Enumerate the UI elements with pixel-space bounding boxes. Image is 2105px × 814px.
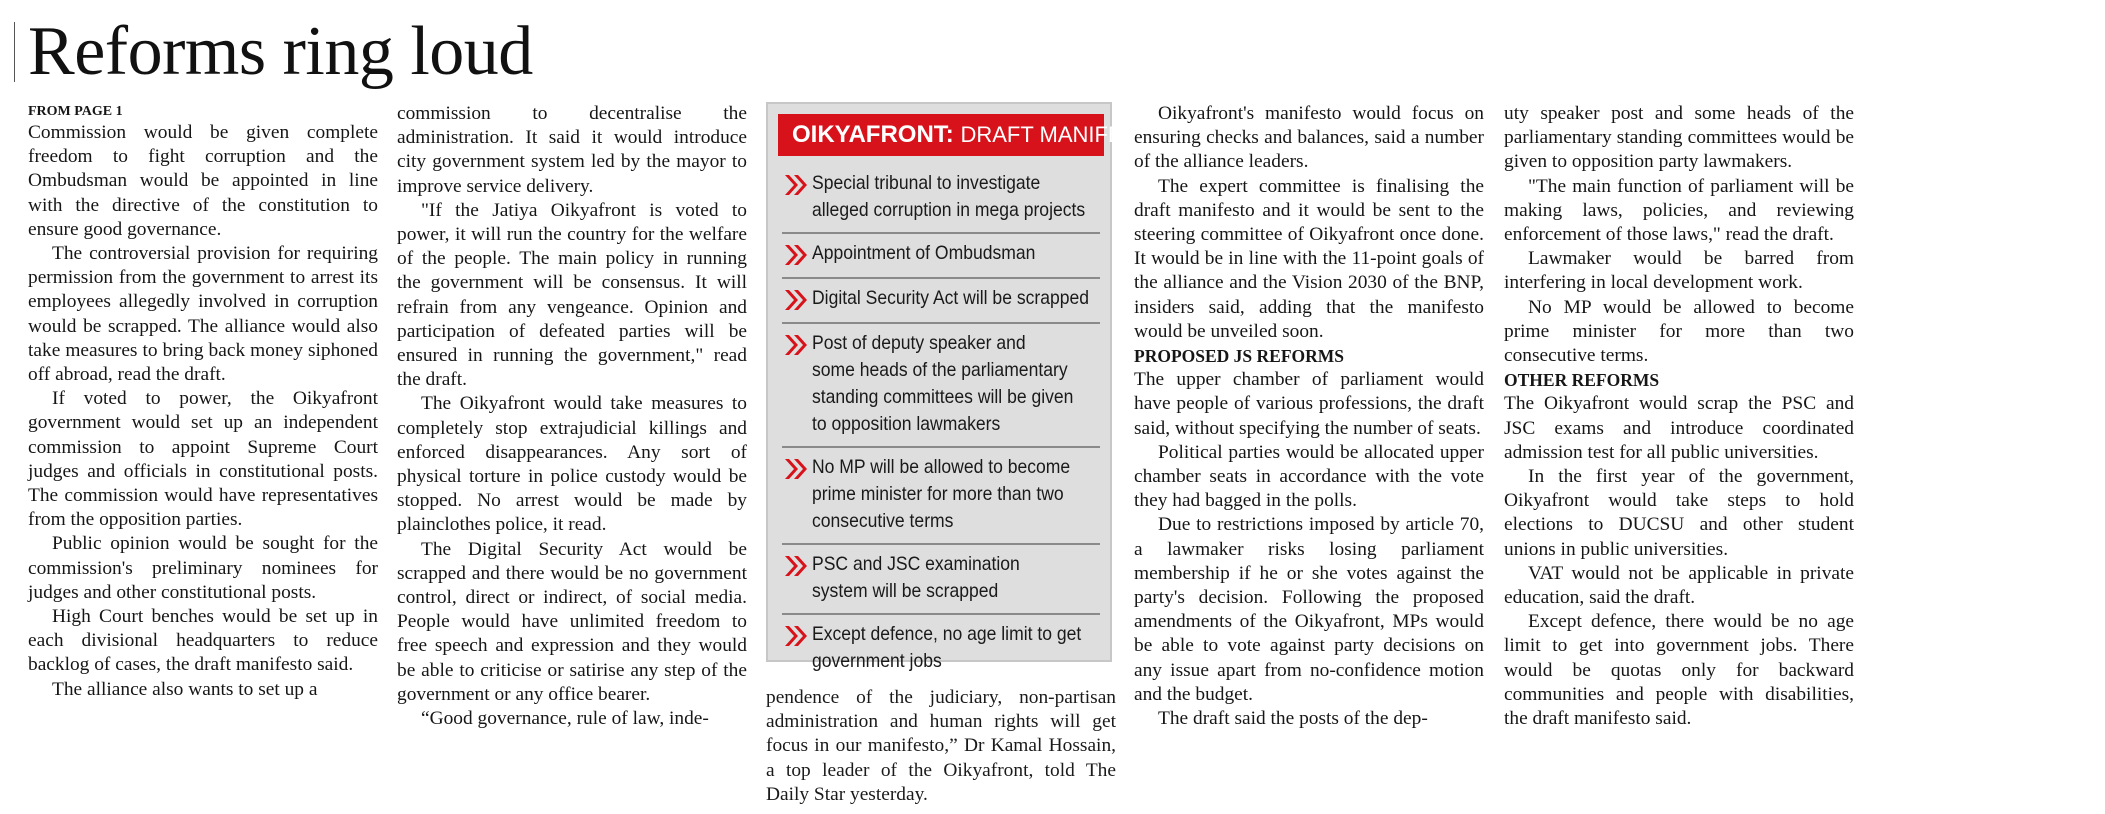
paragraph: "If the Jatiya Oikyafront is voted to power, it will run the country for the welfare of the people. The main policy in running the government will be consensus. It will refrain from any vengeance. Opinion and participation of defeated parties will be ensured in running the government," read the draft.	[397, 199, 747, 391]
manifesto-item	[782, 234, 1100, 279]
manifesto-item-line: Post of deputy speaker and	[812, 332, 1026, 354]
manifesto-item-line: alleged corruption in mega projects	[812, 199, 1086, 221]
double-chevron-icon	[782, 552, 812, 580]
paragraph: In the first year of the government, Oikyafront would take steps to hold elections to DUCSU and other student unions in public universities.	[1504, 466, 1854, 560]
panel-title-bold: OIKYAFRONT:	[792, 121, 954, 148]
paragraph: The draft said the posts of the dep-	[1158, 708, 1428, 730]
manifesto-item-text	[812, 330, 1073, 438]
manifesto-item-line: Appointment of Ombudsman	[812, 242, 1036, 264]
manifesto-item-text	[812, 621, 1081, 675]
paragraph: Oikyafront's manifesto would focus on ensuring checks and balances, said a number of the alliance leaders.	[1134, 103, 1484, 173]
column-2	[397, 102, 747, 808]
panel-title	[778, 114, 1168, 156]
manifesto-item-line: PSC and JSC examination	[812, 553, 1020, 575]
double-chevron-icon	[782, 286, 812, 314]
paragraph: "The main function of parliament will be making laws, policies, and reviewing enforcement of those laws," read the draft.	[1504, 175, 1854, 246]
paragraph: The alliance also wants to set up a	[52, 678, 318, 700]
paragraph: The Oikyafront would scrap the PSC and JSC exams and introduce coordinated admission test for all public universities.	[1504, 393, 1854, 463]
manifesto-item	[782, 164, 1100, 234]
paragraph: uty speaker post and some heads of the parliamentary standing committees would be given to opposition party lawmakers.	[1504, 103, 1854, 173]
paragraph: commission to decentralise the administration. It said it would introduce city government system led by the mayor to improve service delivery.	[397, 103, 747, 197]
manifesto-item	[782, 279, 1100, 324]
manifesto-item-line: consecutive terms	[812, 510, 954, 532]
paragraph: Commission would be given complete freedom to fight corruption and the Ombudsman would be appointed in line with the directive of the constitution to ensure good governance.	[28, 122, 378, 240]
paragraph: The expert committee is finalising the draft manifesto and it would be sent to the steering committee of Oikyafront once done. It would be in line with the 11-point goals of the alliance and the Vision 2030 of the BNP, insiders said, adding that the manifesto would be unveiled soon.	[1134, 175, 1484, 342]
manifesto-item-line: government jobs	[812, 650, 942, 672]
left-rule	[14, 22, 15, 82]
paragraph: The upper chamber of parliament would have people of various professions, the draft said, without specifying the number of seats.	[1134, 369, 1484, 439]
manifesto-item-text	[812, 551, 1071, 605]
paragraph: The controversial provision for requiring permission from the government to arrest its employees allegedly involved in corruption would be scrapped. The alliance would also take measures to bring back money siphoned off abroad, read the draft.	[28, 243, 378, 386]
manifesto-item-line: standing committees will be given	[812, 386, 1074, 408]
manifesto-item-line: to opposition lawmakers	[812, 413, 1001, 435]
manifesto-item-line: some heads of the parliamentary	[812, 359, 1068, 381]
panel-items	[782, 164, 1100, 683]
double-chevron-icon	[782, 241, 812, 269]
manifesto-item-text	[812, 170, 1085, 224]
paragraph: VAT would not be applicable in private education, said the draft.	[1504, 562, 1854, 609]
paragraph: Except defence, there would be no age limit to get into government jobs. There would be quotas only for backward communities and people with disabilities, the draft manifesto said.	[1504, 611, 1854, 730]
headline: Reforms ring loud	[28, 13, 533, 90]
paragraph: No MP would be allowed to become prime minister for more than two consecutive terms.	[1504, 296, 1854, 367]
column-3-bottom	[766, 686, 1116, 806]
manifesto-item-line: Digital Security Act will be scrapped	[812, 287, 1090, 309]
manifesto-item-text	[812, 240, 1071, 267]
manifesto-item-line: prime minister for more than two	[812, 483, 1064, 505]
paragraph: Public opinion would be sought for the commission's preliminary nominees for judges and other constitutional posts.	[28, 533, 378, 603]
paragraph: The Oikyafront would take measures to completely stop extrajudicial killings and enforced disappearances. Any sort of physical torture in police custody would be stopped. No arrest would be made by plainclothes police, it read.	[397, 393, 747, 536]
manifesto-item-line: system will be scrapped	[812, 580, 999, 602]
paragraph: Due to restrictions imposed by article 70, a lawmaker risks losing parliament membership if he or she votes against the party's decision. Following the proposed amendments of the Oikyafront, MPs would be able to vote against party decisions on any issue apart from no-confidence motion and the budget.	[1134, 514, 1484, 705]
double-chevron-icon	[782, 171, 812, 199]
manifesto-item-line: Special tribunal to investigate	[812, 172, 1041, 194]
paragraph: High Court benches would be set up in each divisional headquarters to reduce backlog of cases, the draft manifesto said.	[28, 606, 378, 676]
panel-title-light: DRAFT MANIFESTO	[960, 122, 1168, 147]
double-chevron-icon	[782, 622, 812, 650]
double-chevron-icon	[782, 455, 812, 483]
manifesto-item-line: No MP will be allowed to become	[812, 456, 1071, 478]
manifesto-item-text	[812, 454, 1071, 535]
column-5	[1504, 102, 1854, 808]
paragraph: Political parties would be allocated upper chamber seats in accordance with the vote they had bagged in the polls.	[1134, 441, 1484, 512]
manifesto-item	[782, 448, 1100, 545]
column-4	[1134, 102, 1484, 808]
paragraph: The Digital Security Act would be scrapped and there would be no government control, direct or indirect, of social media. People would have unlimited freedom to free speech and expression and they would be able to criticise or satirise any step of the government or any office bearer.	[397, 538, 747, 705]
manifesto-item	[782, 615, 1100, 683]
manifesto-panel	[766, 102, 1168, 672]
paragraph: If voted to power, the Oikyafront government would set up an independent commission to appoint Supreme Court judges and officials in constitutional posts. The commission would have representatives from the opposition parties.	[28, 388, 378, 531]
kicker: FROM PAGE 1	[28, 104, 123, 119]
manifesto-item-text	[812, 285, 1089, 312]
paragraph: pendence of the judiciary, non-partisan administration and human rights will get focus in our manifesto,” Dr Kamal Hossain, a top leader of the Oikyafront, told The Daily Star yesterday.	[766, 687, 1116, 805]
manifesto-item	[782, 324, 1100, 448]
paragraph: “Good governance, rule of law, inde-	[421, 708, 709, 730]
column-1	[28, 102, 378, 808]
manifesto-item-line: Except defence, no age limit to get	[812, 623, 1082, 645]
double-chevron-icon	[782, 331, 812, 359]
subhead-js-reforms: PROPOSED JS REFORMS	[1134, 346, 1345, 367]
subhead-other-reforms: OTHER REFORMS	[1504, 370, 1660, 391]
manifesto-item	[782, 545, 1100, 615]
paragraph: Lawmaker would be barred from interfering in local development work.	[1504, 248, 1854, 294]
